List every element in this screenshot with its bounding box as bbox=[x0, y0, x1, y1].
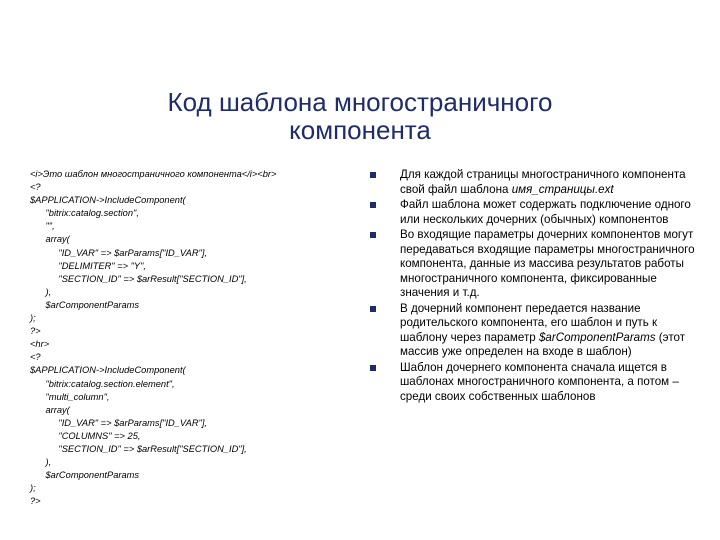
bullet-text: Файл шаблона может содержать подключение одного или нескольких дочерних (обычных) компонентов bbox=[400, 198, 691, 226]
code-line: <? bbox=[30, 352, 41, 363]
code-line: ); bbox=[30, 313, 36, 324]
code-line: ), bbox=[30, 457, 52, 468]
code-line: "multi_column", bbox=[30, 391, 110, 402]
code-line: <hr> bbox=[30, 339, 50, 350]
code-line: "", bbox=[30, 221, 55, 232]
code-line: "SECTION_ID" => $arResult["SECTION_ID"], bbox=[30, 443, 247, 454]
code-line: $APPLICATION->IncludeComponent( bbox=[30, 365, 186, 376]
code-line: <? bbox=[30, 182, 41, 193]
bullet-list bbox=[370, 168, 700, 405]
bullet-text bbox=[400, 302, 685, 359]
code-line: array( bbox=[30, 234, 70, 245]
code-line: $arComponentParams bbox=[30, 470, 140, 481]
code-line: array( bbox=[30, 404, 70, 415]
slide-title bbox=[40, 88, 680, 144]
bullet-text-italic: имя_страницы.ext bbox=[511, 182, 614, 196]
code-line: "DELIMITER" => "Y", bbox=[30, 260, 147, 271]
bullet-item bbox=[370, 198, 700, 227]
square-bullet-icon bbox=[370, 365, 376, 371]
bullet-text-plain: В дочерний компонент передается название родительского компонента, его шаблон и путь к шаблону через параметр bbox=[400, 301, 658, 344]
square-bullet-icon bbox=[370, 306, 376, 312]
slide-title-line-2: компонента bbox=[289, 115, 431, 145]
bullet-item bbox=[370, 168, 700, 197]
bullet-text: Во входящие параметры дочерних компонентов могут передаваться входящие параметры многостраничного компонента, данные из массива результатов работы многостраничного компонента, фиксированные значения и т.д. bbox=[400, 228, 695, 299]
square-bullet-icon bbox=[370, 232, 376, 238]
bullet-text-after: (этот массив уже определен на входе в шаблон) bbox=[400, 330, 686, 358]
code-line: "COLUMNS" => 25, bbox=[30, 430, 141, 441]
square-bullet-icon bbox=[370, 172, 376, 178]
code-line: "bitrix:catalog.section.element", bbox=[30, 378, 175, 389]
code-line: "ID_VAR" => $arParams["ID_VAR"], bbox=[30, 247, 207, 258]
bullet-item bbox=[370, 302, 700, 360]
bullet-item bbox=[370, 228, 700, 301]
bullet-text: Шаблон дочернего компонента сначала ищется в шаблонах многостраничного компонента, а потом – среди своих собственных шаблонов bbox=[400, 360, 679, 403]
code-line: ?> bbox=[30, 326, 41, 337]
code-line: "SECTION_ID" => $arResult["SECTION_ID"], bbox=[30, 273, 247, 284]
square-bullet-icon bbox=[370, 202, 376, 208]
code-line: ); bbox=[30, 483, 36, 494]
code-line: $APPLICATION->IncludeComponent( bbox=[30, 195, 186, 206]
code-line: $arComponentParams bbox=[30, 299, 140, 310]
bullet-text-italic: $arComponentParams bbox=[538, 330, 656, 344]
code-line: <i>Это шаблон многостраничного компонента</i><br> bbox=[30, 169, 277, 179]
slide-title-line-1: Код шаблона многостраничного bbox=[167, 87, 553, 117]
code-block bbox=[30, 168, 360, 507]
code-line: "bitrix:catalog.section", bbox=[30, 208, 139, 219]
code-line: "ID_VAR" => $arParams["ID_VAR"], bbox=[30, 417, 207, 428]
code-line: ), bbox=[30, 286, 52, 297]
bullet-text-plain: Для каждой страницы многостраничного компонента свой файл шаблона bbox=[400, 168, 686, 196]
code-line: ?> bbox=[30, 496, 41, 507]
bullet-text bbox=[400, 168, 686, 196]
bullet-item bbox=[370, 361, 700, 405]
